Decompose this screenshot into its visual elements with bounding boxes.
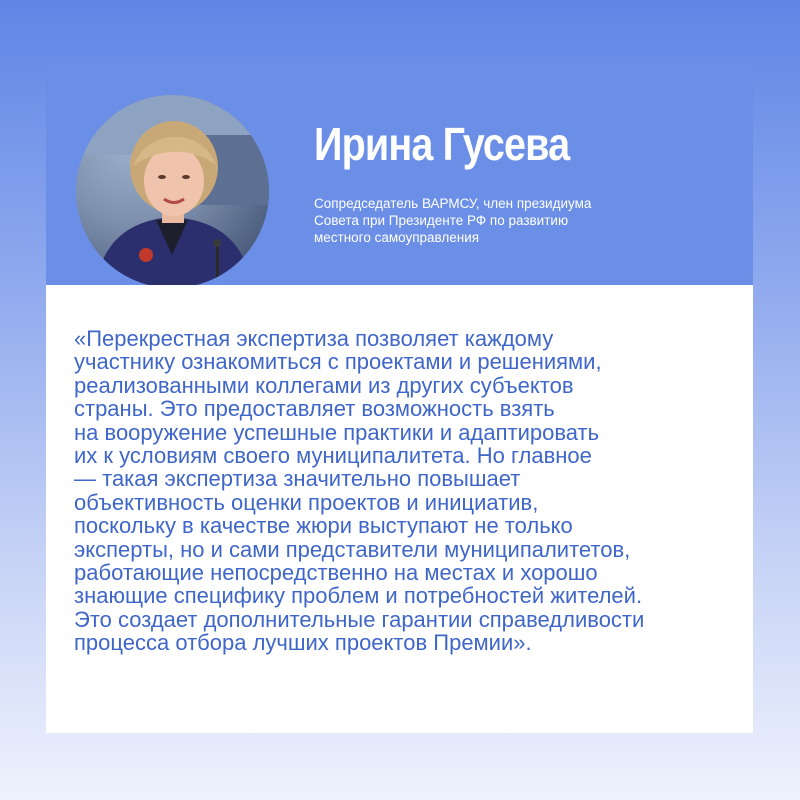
quote-line: участнику ознакомиться с проектами и решениями,: [74, 349, 602, 375]
quote-body: [46, 285, 753, 733]
quote-line: эксперты, но и сами представители муниципалитетов,: [74, 536, 631, 562]
portrait-illustration: [76, 95, 269, 288]
quote-line: реализованными коллегами из других субъектов: [74, 372, 574, 398]
quote-line: страны. Это предоставляет возможность взять: [74, 396, 555, 422]
quote-text: [74, 327, 644, 655]
quote-line: процесса отбора лучших проектов Премии».: [74, 630, 532, 656]
quote-line: объективность оценки проектов и инициатив,: [74, 489, 539, 515]
quote-line: их к условиям своего муниципалитета. Но главное: [74, 443, 592, 469]
speaker-name: Ирина Гусева: [314, 118, 570, 170]
speaker-photo: [76, 95, 269, 288]
quote-line: «Перекрестная экспертиза позволяет каждому: [74, 326, 554, 351]
quote-line: знающие специфику проблем и потребностей жителей.: [74, 583, 643, 609]
speaker-role: [314, 195, 734, 246]
quote-line: Это создает дополнительные гарантии справедливости: [74, 606, 645, 632]
quote-line: работающие непосредственно на местах и хорошо: [74, 560, 598, 586]
quote-line: поскольку в качестве жюри выступают не только: [74, 513, 573, 539]
quote-card: [46, 65, 753, 733]
quote-line: — такая экспертиза значительно повышает: [74, 466, 521, 492]
speaker-role-line: местного самоуправления: [314, 230, 480, 245]
speaker-role-line: Совета при Президенте РФ по развитию: [314, 213, 569, 228]
quote-line: на вооружение успешные практики и адаптировать: [74, 419, 600, 445]
speaker-header: [46, 65, 753, 285]
speaker-role-line: Сопредседатель ВАРМСУ, член президиума: [314, 196, 592, 211]
